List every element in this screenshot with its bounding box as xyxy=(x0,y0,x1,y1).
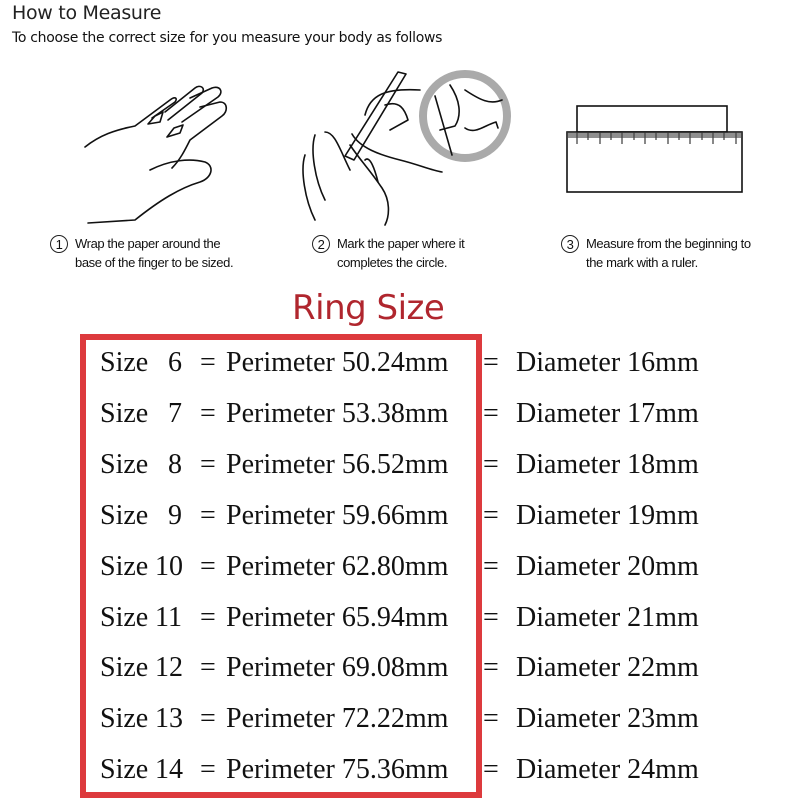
size-label: Size xyxy=(100,499,149,531)
perimeter-value: Perimeter 69.08mm xyxy=(226,652,449,684)
diameter-value: Diameter 19mm xyxy=(516,499,699,531)
equals-sign: = xyxy=(483,499,499,531)
table-row xyxy=(0,703,800,743)
table-row xyxy=(0,551,800,591)
step-number-3: 3 xyxy=(561,235,579,253)
equals-sign: = xyxy=(483,397,499,429)
size-value: 10 xyxy=(155,550,183,582)
step-number-2: 2 xyxy=(312,235,330,253)
equals-sign: = xyxy=(483,754,499,786)
step-1 xyxy=(50,234,233,272)
size-label: Size xyxy=(100,397,149,429)
size-value: 9 xyxy=(168,499,182,531)
diameter-value: Diameter 22mm xyxy=(516,652,699,684)
equals-sign: = xyxy=(200,397,216,429)
step-number-1: 1 xyxy=(50,235,68,253)
size-value: 12 xyxy=(155,652,183,684)
size-value: 7 xyxy=(168,397,182,429)
perimeter-value: Perimeter 62.80mm xyxy=(226,550,449,582)
diameter-value: Diameter 21mm xyxy=(516,601,699,633)
size-label: Size xyxy=(100,652,149,684)
size-label: Size xyxy=(100,550,149,582)
equals-sign: = xyxy=(200,347,216,378)
table-row xyxy=(0,347,800,387)
table-row xyxy=(0,500,800,540)
perimeter-value: Perimeter 59.66mm xyxy=(226,499,449,531)
diameter-value: Diameter 17mm xyxy=(516,397,699,429)
step-2-line1: Mark the paper where it xyxy=(337,236,465,251)
table-row xyxy=(0,652,800,692)
equals-sign: = xyxy=(200,652,216,684)
ruler-measure-icon xyxy=(560,100,750,200)
equals-sign: = xyxy=(200,448,216,480)
step-3-line1: Measure from the beginning to xyxy=(586,236,751,251)
step-3 xyxy=(561,234,751,272)
perimeter-value: Perimeter 72.22mm xyxy=(226,703,449,735)
table-row xyxy=(0,398,800,438)
diameter-value: Diameter 20mm xyxy=(516,550,699,582)
page-title: How to Measure xyxy=(12,2,162,24)
size-label: Size xyxy=(100,754,149,786)
step-2 xyxy=(312,234,464,272)
perimeter-value: Perimeter 53.38mm xyxy=(226,397,449,429)
hand-wrap-paper-icon xyxy=(40,60,280,230)
size-value: 11 xyxy=(155,601,182,633)
table-row xyxy=(0,449,800,489)
table-row xyxy=(0,754,800,794)
hand-mark-pen-icon xyxy=(290,60,530,230)
perimeter-value: Perimeter 65.94mm xyxy=(226,601,449,633)
equals-sign: = xyxy=(483,347,499,378)
equals-sign: = xyxy=(200,601,216,633)
step-1-line1: Wrap the paper around the xyxy=(75,236,221,251)
size-value: 8 xyxy=(168,448,182,480)
perimeter-value: Perimeter 75.36mm xyxy=(226,754,449,786)
size-label: Size xyxy=(100,448,149,480)
perimeter-value: Perimeter 50.24mm xyxy=(226,347,449,378)
diameter-value: Diameter 18mm xyxy=(516,448,699,480)
diameter-value: Diameter 16mm xyxy=(516,347,699,378)
size-value: 6 xyxy=(168,347,182,378)
equals-sign: = xyxy=(483,448,499,480)
step-3-line2: the mark with a ruler. xyxy=(586,255,698,270)
diameter-value: Diameter 23mm xyxy=(516,703,699,735)
step-2-line2: completes the circle. xyxy=(337,255,448,270)
size-value: 13 xyxy=(155,703,183,735)
size-value: 14 xyxy=(155,754,183,786)
page-subtitle: To choose the correct size for you measure your body as follows xyxy=(12,30,443,46)
equals-sign: = xyxy=(200,550,216,582)
size-label: Size xyxy=(100,703,149,735)
equals-sign: = xyxy=(483,652,499,684)
ring-size-title: Ring Size xyxy=(292,288,445,328)
equals-sign: = xyxy=(200,499,216,531)
equals-sign: = xyxy=(200,703,216,735)
equals-sign: = xyxy=(483,703,499,735)
perimeter-value: Perimeter 56.52mm xyxy=(226,448,449,480)
equals-sign: = xyxy=(200,754,216,786)
table-row xyxy=(0,602,800,642)
diameter-value: Diameter 24mm xyxy=(516,754,699,786)
equals-sign: = xyxy=(483,550,499,582)
size-label: Size xyxy=(100,601,149,633)
step-1-line2: base of the finger to be sized. xyxy=(75,255,234,270)
size-label: Size xyxy=(100,347,149,378)
equals-sign: = xyxy=(483,601,499,633)
